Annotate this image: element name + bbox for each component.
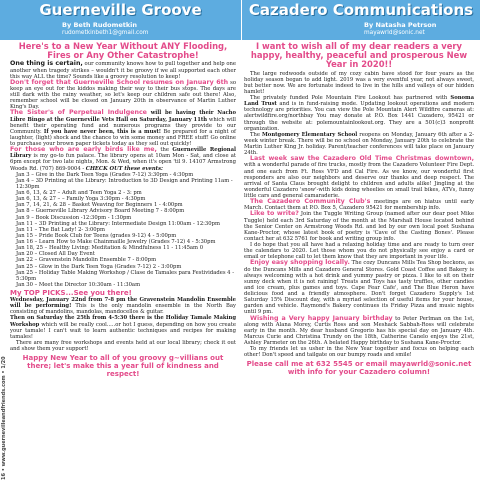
schedule-item: Jan 11 – 3D Printing at the Library: Intermediate Design 11:00am - 12:30pm	[16, 220, 220, 227]
top-picks-heading: My TOP PICKS...See you there!	[10, 289, 132, 298]
schedule-item: Jan 25 – Glow in the Dark Teen Yoga (Grades 7-12) 2 - 3:00pm	[16, 263, 182, 270]
column-title: Cazadero Communications	[248, 1, 474, 19]
library-paragraph: For those who are early birds like me, the Guerneville Regional Library is my go-to fun palace. The library opens at 10am Mon - Sat, and close at 6pm except for two late nights, Mon. & Wed, when it's open 'til 9. 14107 Armstrong Woods Rd. (707) 869-9004 - CHECK OUT these events:	[10, 146, 236, 172]
guerneville-column	[10, 42, 236, 378]
schedule-item: Jan 11 – The Bat Lady! 2- 3:00pm	[16, 226, 105, 233]
column-header-cazadero	[241, 0, 480, 40]
paragraph: The privately funded Pole Mountain Fire Lookout has partnered with Sonoma Land Trust and is in fund-raising mode. Updating lookout operations and modern technology are priorities. You can view the Pole Mountain Alert Wildfire cameras at: alertwildfire.org/northbay You may donate at P.O. Box 1441 Cazadero, 95421 or through the website at: polemountainlookout.org. They are a 501(c)3 nonprofit organization.	[244, 95, 474, 132]
paragraph: The Cazadero Community Club's meetings are on hiatus until early March. Contact them at P.O. Box 5, Cazadero 95421 for membership info.	[244, 198, 474, 212]
schedule-item: Jan 18, 25 – Healthy Living: Meditation & Mindfulness 11 - 11:45am 0	[16, 245, 204, 252]
footer-text: 16 • www.guernevilleandfriends.com • 1/20	[1, 356, 7, 480]
schedule-item: Jan 16 – Learn How to Make Chainmaille Jewelry (Grades 7-12) 4 - 5:30pm	[16, 239, 216, 246]
schedule-item: Jan 9 – Book Discussion -12:30pm - 1:30pm	[16, 214, 132, 221]
library-schedule	[10, 172, 236, 288]
cazadero-column	[244, 42, 474, 376]
schedule-item: Jan 3 – Give in the Dark Teen Yoga (Grades 7-12) 3:30pm - 4:30pm	[16, 171, 194, 178]
intro-paragraph: One thing is certain, our community knows how to pull together and help one another when tragedy strikes – wouldn't it be groovy if we all supported each other this way ALL the time? Sounds like a groovy resolution to keep!	[10, 60, 236, 80]
paragraph: Like to write? Join the Tuggle Writing Group (named after our dear poet Mike Tuggle) held each 3rd Saturday of the month at the Marshall House located behind the Senior Center on Armstrong Woods Rd. and led by our own local poet Sushana Kane-Proctor, whose latest book of poetry is 'Cave of the Casting Bones'. Please contact her at 632 5761 for book and writing group info.	[244, 210, 474, 242]
paragraph: Last week saw the Cazadero Old Time Christmas downtown, with a wonderful parade of fire trucks, mostly from the Cazadero Volunteer Fire Dept. and one each from Ft. Ross VFD and Cal Fire. As we know, our wonderful first responders are also our neighbors and deserve our thanks and deep respect. The arrival of Santa Claus brought delight to children and adults alike! Jingling at the wonderful Cazadero 'snow'-with kids doing wheelies on small trail bikes, ATVs, funny little cars and general camaraderie.	[244, 155, 474, 200]
page-footer-vertical	[0, 60, 9, 480]
headline: I want to wish all of my dear readers a very happy, healthy, peaceful and prosperous New Year in 2020!!	[250, 41, 468, 70]
schedule-item: Jan 22 – Gravenstein Mandolin Ensemble 7 - 8:00pm	[16, 257, 157, 264]
byline: By Natasha Petrson	[364, 21, 437, 29]
closing-message: Happy New Year to all of you groovy g~villians out there; let's make this a year full of kindness and respect!	[22, 354, 224, 379]
paragraph: To my friends let us usher in the New Year together and focus on helping each other! Don't speed and tailgate on our bumpy roads and smile!	[244, 346, 474, 359]
schedule-item: Jan 30 – Meet the Director 10:30am - 11:30am	[16, 281, 141, 288]
schedule-item: Jan 7, 14, 21, & 28 – Basket Weaving for Beginners 1 - 4:00pm	[16, 202, 183, 209]
email-link[interactable]: rudometkinbeth1@gmail.com	[62, 30, 149, 36]
schedule-item: Jan 6, 13, & 27 – Adult and Teen Yoga 2 - 3: pm	[16, 190, 142, 197]
contact-message: Please call me at 632 5545 or email mayawrld@sonic.net with info for your Cazadero column!	[246, 360, 472, 377]
headline: Here's to a New Year Without ANY Flooding, Fires or Any Other Catastrophe!	[18, 41, 228, 61]
schedule-item: Jan 15 – Pride Book Club for Teens (grades 9-12) 4 - 5:00pm	[16, 232, 177, 239]
sisters-paragraph: The Sister's of Perpetual Indulgence will be having their Nacho Libre Bingo at the Guerneville Vets Hall on Saturday, January 11th which will benefit their operating fund and numerous programs they provide to our Community. If you have never been, this is a must! Be prepared for a night of laughter, (light) shock and the chance to win some money and FREE stuff! Go online to purchase your brown paper tickets today as they sell out quickly!	[10, 109, 237, 148]
schedule-item: Jan 25 – Holiday Table Making Workshop / Clase de Tamales para Festividades 4 - 5:30pm	[16, 269, 234, 282]
paragraph: Wishing a Very happy January birthday to Peter Perlman on the 1st, along with Alana Morey, Curtis Ross and son Meshack Sabbah-Ross will celebrate early in the month. My dear husband Gregorio has his special day on January 4th. Marcus Curie and Christina Trundy on the 18th, Catherine Canelo enjoys the 21st, Ashley Parmeter on the 26th. A belated Happy birthday to Sushana Kane-Proctor.	[244, 314, 474, 347]
schedule-item: Jan 20 – Closed All Day Event	[16, 251, 95, 258]
paragraph: The Montgomery Elementary School reopens on Monday, January 6th after a 2-week winter break. There will be no school on Monday, January 20th to celebrate the Martin Luther King Jr. holiday. Parent/teacher conferences will take place on January 24th.	[244, 131, 474, 157]
email-link[interactable]: mayawrld@sonic.net	[364, 30, 425, 36]
paragraph: The large redwoods outside of my cozy cabin have stood for four years as the holiday season began to add light. 2019 was a very eventful year, not always sweet, but better now. We are fortunate indeed to live in the hills and valleys of our hidden hamlet!	[244, 70, 474, 95]
paragraph: Enjoy easy shopping locally. The cozy Duncans Mills Tea Shop beckons, as do the Duncans Mills and Cazadero General Stores. Gold Coast Coffee and Bakery is always welcoming with a hot drink and yummy pastry or pizza. I like to sit on their sunny deck when it is not raining! Treats and Toys has tasty truffles, other candies and ice cream, plus games and toys. Cape Fear Cafe', and The Blue Heron have delicious food and a friendly atmosphere. Don't forget Cazadero Supply's 1st Saturday 15% Discount day, with a myriad selection of useful items for your house, garden and vehicle. Raymond's Bakery continues its Friday Pizza and music nights until 9 pm.	[244, 259, 474, 316]
column-header-guerneville	[0, 0, 241, 40]
top-picks-paragraph: There are many free workshops and events held at our local library; check it out and show them your support!	[10, 339, 236, 353]
paragraph: I do hope that you all have had a relaxing holiday time and are ready to turn over the calendars to 2020. Let those whom you do not physically see enjoy a card or email or telephone call to let them know that they are important in your life.	[244, 242, 474, 261]
byline: By Beth Rudometkin	[62, 21, 138, 29]
column-title: Guerneville Groove	[39, 1, 202, 19]
top-picks-paragraph: Then on Saturday the 25th from 4-5:30 there is the Holiday Tamale Making Workshop which will be really cool.....or hot I guess, depending on how you create your tamale! I can't wait to learn authentic techniques and recipes for making tamales!	[10, 315, 236, 340]
schedule-item: Jan 8 – Guerneville Library Advisory Board Meeting 7 - 8:00pm	[16, 208, 185, 215]
top-picks-paragraph: Wednesday, January 22nd from 7-8 pm the Gravenstein Mandolin Ensemble will be performing! This is the only mandolin ensemble in the North Bay consisting of mandolins, mandolas, mandocellos & guitar.	[10, 297, 236, 316]
schedule-item: Jan 6, 13, & 27 – – Family Yoga 3:30pm - 4:30pm	[16, 196, 146, 203]
schedule-item: Jan 4 – 3D Printing at the Library: Introduction to 3D Design and Printing 11am - 12:30pm	[16, 177, 233, 190]
school-paragraph: Don't forget that Guerneville School resumes on January 6th so keep an eye out for the kiddos making their way to their bus stops. The days are still dark with the rainy weather, so let's keep our children safe out there! Also, remember school will be closed on January 20th in observance of Martin Luther King's Day.	[10, 78, 236, 111]
